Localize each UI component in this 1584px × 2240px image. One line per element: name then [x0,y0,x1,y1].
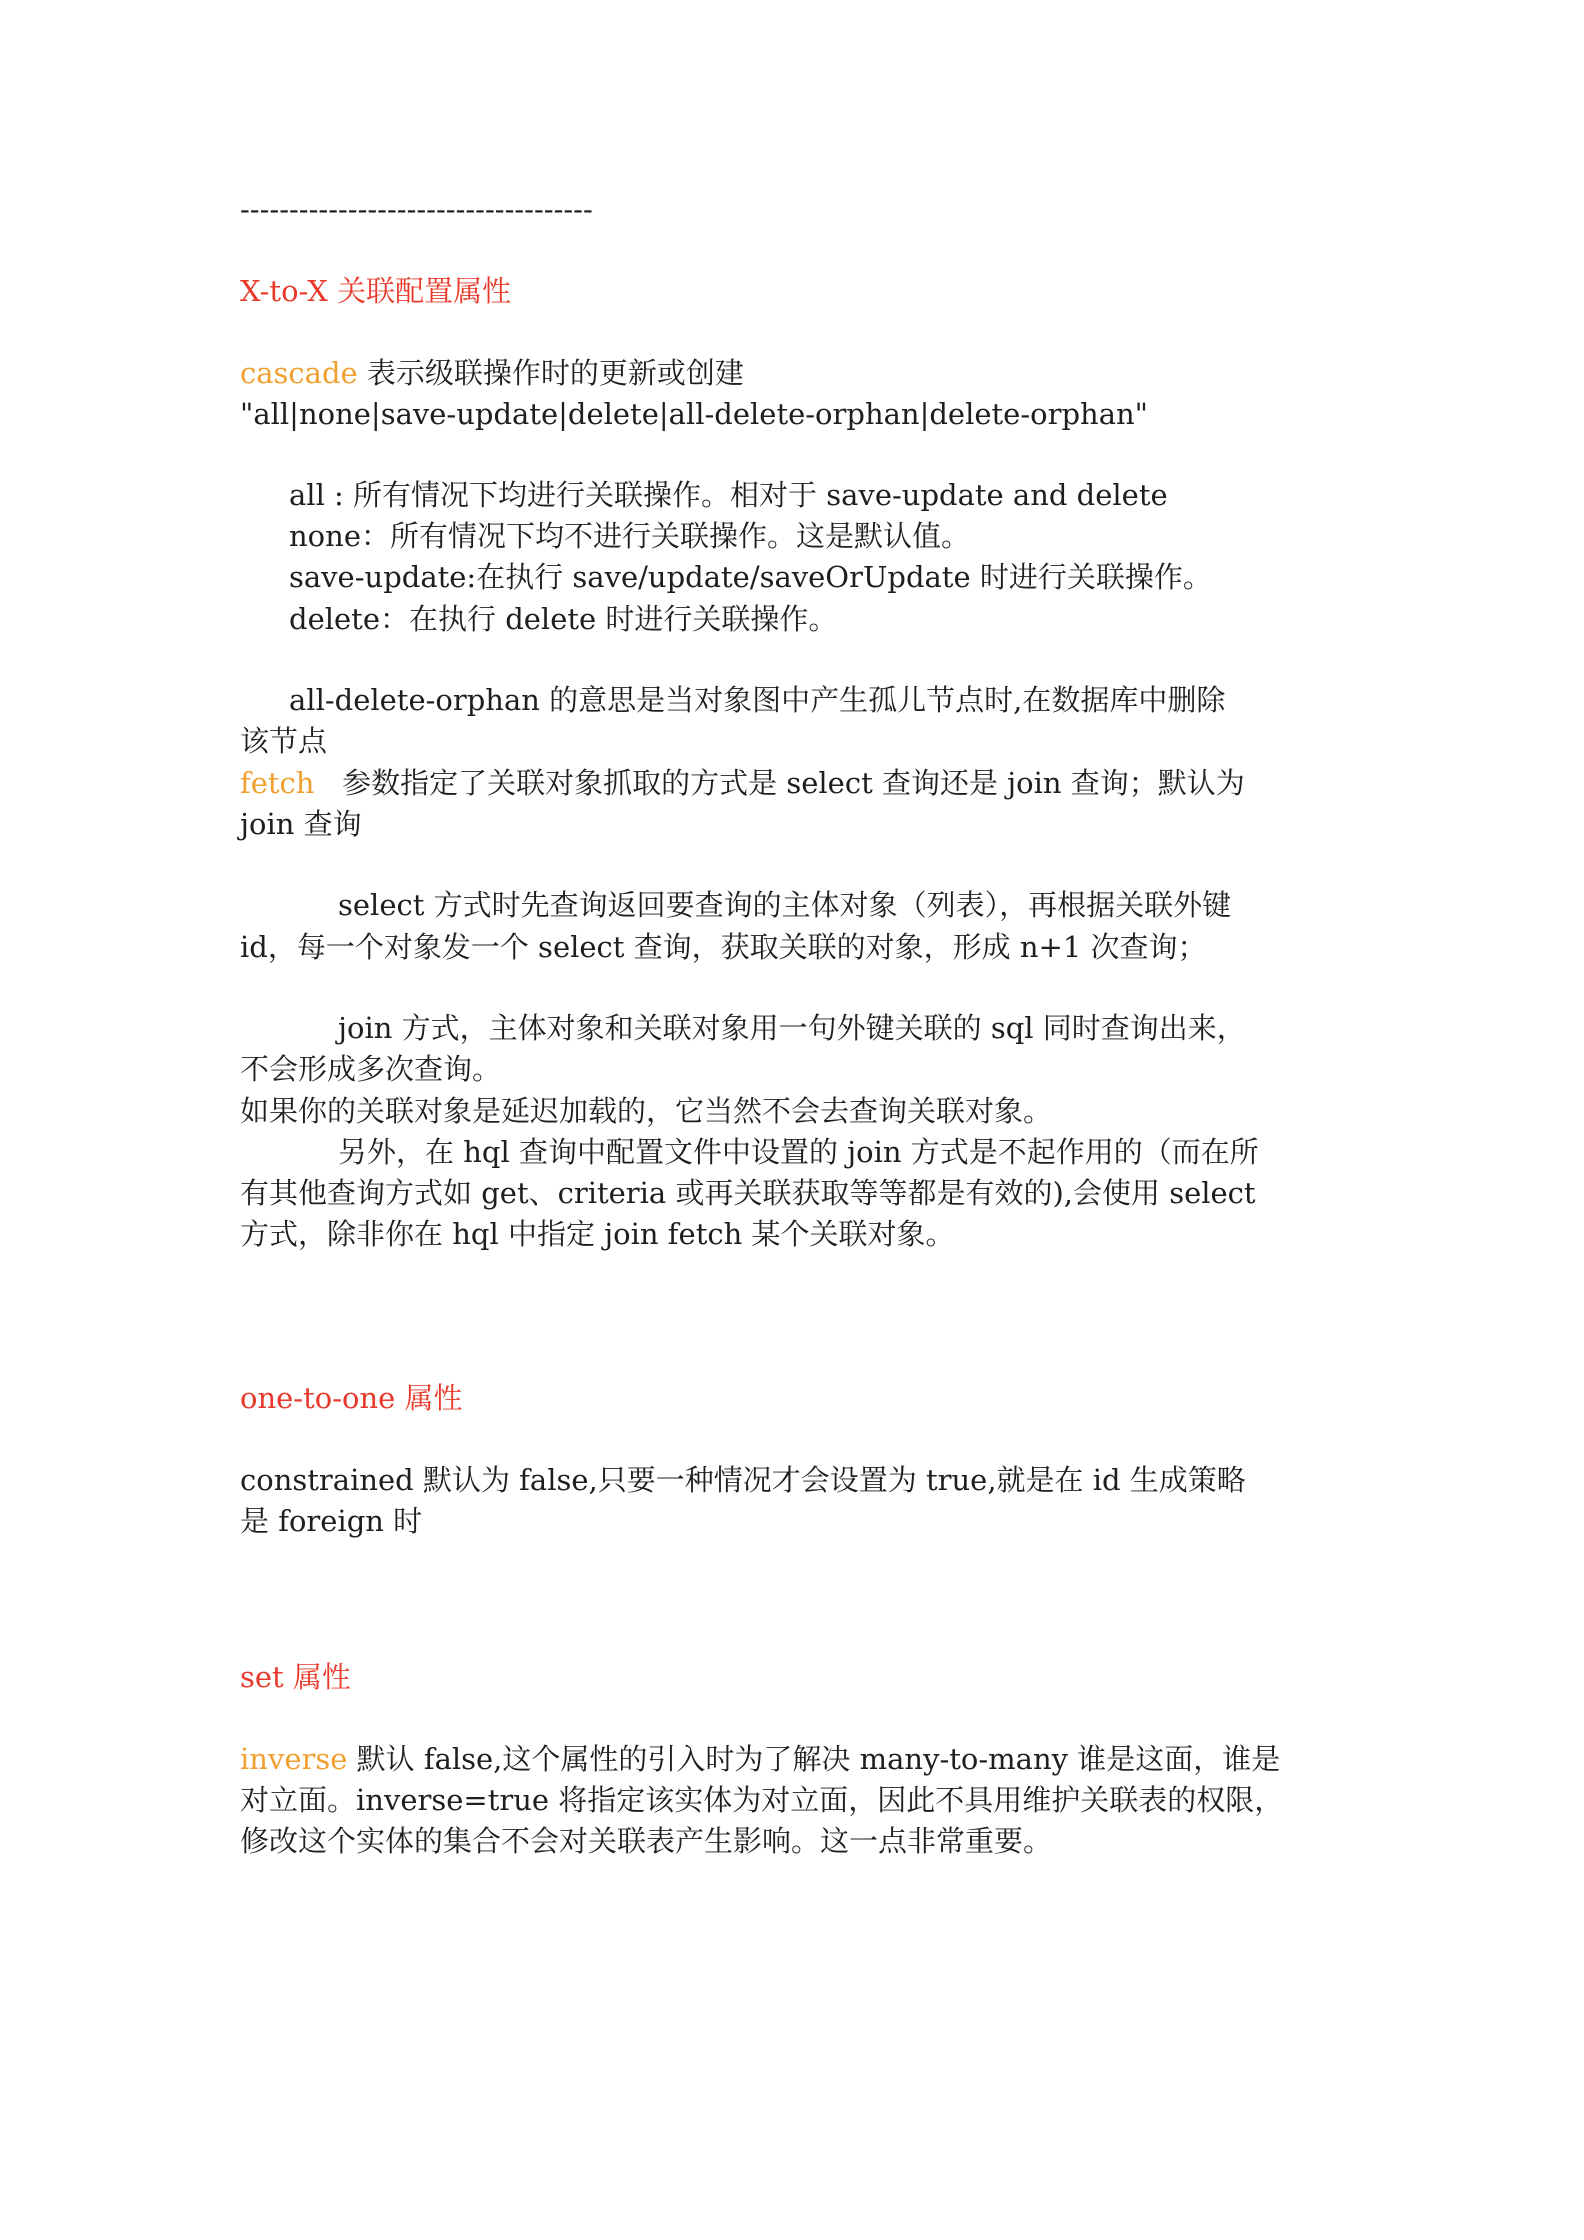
constrained-line-2: 是 foreign 时 [240,1504,423,1538]
cascade-item-delete: delete：在执行 delete 时进行关联操作。 [289,602,838,636]
orphan-line-2: 该节点 [240,724,328,758]
cascade-desc: 表示级联操作时的更新或创建 [366,356,744,390]
join-line-1: join 方式，主体对象和关联对象用一句外键关联的 sql 同时查询出来， [338,1011,1246,1045]
inverse-line-2: 对立面。inverse=true 将指定该实体为对立面，因此不具用维护关联表的权限， [240,1783,1284,1817]
join-line-2: 不会形成多次查询。 [240,1052,502,1086]
fetch-description [240,762,1245,804]
inverse-line-1 [240,1738,1280,1780]
hql-line-3: 方式，除非你在 hql 中指定 join fetch 某个关联对象。 [240,1217,955,1251]
hql-line-2: 有其他查询方式如 get、criteria 或再关联获取等等都是有效的),会使用 select [240,1176,1256,1210]
select-line-2: id，每一个对象发一个 select 查询，获取关联的对象，形成 n+1 次查询； [240,930,1207,964]
cascade-keyword: cascade [240,356,358,390]
lazy-line: 如果你的关联对象是延迟加载的，它当然不会去查询关联对象。 [240,1094,1053,1128]
section-heading-x-to-x: X-to-X 关联配置属性 [240,274,512,308]
constrained-line-1: constrained 默认为 false,只要一种情况才会设置为 true,就是在 id 生成策略 [240,1463,1246,1497]
inverse-line-3: 修改这个实体的集合不会对关联表产生影响。这一点非常重要。 [240,1824,1053,1858]
orphan-line-1: all-delete-orphan 的意思是当对象图中产生孤儿节点时,在数据库中删除 [289,683,1226,717]
cascade-description [240,352,744,394]
inverse-desc: 默认 false,这个属性的引入时为了解决 many-to-many 谁是这面，谁是 [356,1742,1281,1776]
inverse-keyword: inverse [240,1742,348,1776]
fetch-desc: 参数指定了关联对象抓取的方式是 select 查询还是 join 查询；默认为 [342,766,1245,800]
hql-line-1: 另外，在 hql 查询中配置文件中设置的 join 方式是不起作用的（而在所 [338,1135,1259,1169]
section-heading-one-to-one: one-to-one 属性 [240,1381,463,1415]
select-line-1: select 方式时先查询返回要查询的主体对象（列表），再根据关联外键 [338,888,1232,922]
cascade-values: "all|none|save-update|delete|all-delete-orphan|delete-orphan" [240,397,1149,431]
cascade-item-save-update: save-update:在执行 save/update/saveOrUpdate 时进行关联操作。 [289,560,1212,594]
cascade-item-none: none：所有情况下均不进行关联操作。这是默认值。 [289,519,970,553]
separator-line: ------------------------------------ [240,192,593,226]
cascade-item-all: all : 所有情况下均进行关联操作。相对于 save-update and delete [289,478,1168,512]
fetch-keyword: fetch [240,766,315,800]
section-heading-set: set 属性 [240,1660,351,1694]
fetch-desc-line-2: join 查询 [240,807,362,841]
